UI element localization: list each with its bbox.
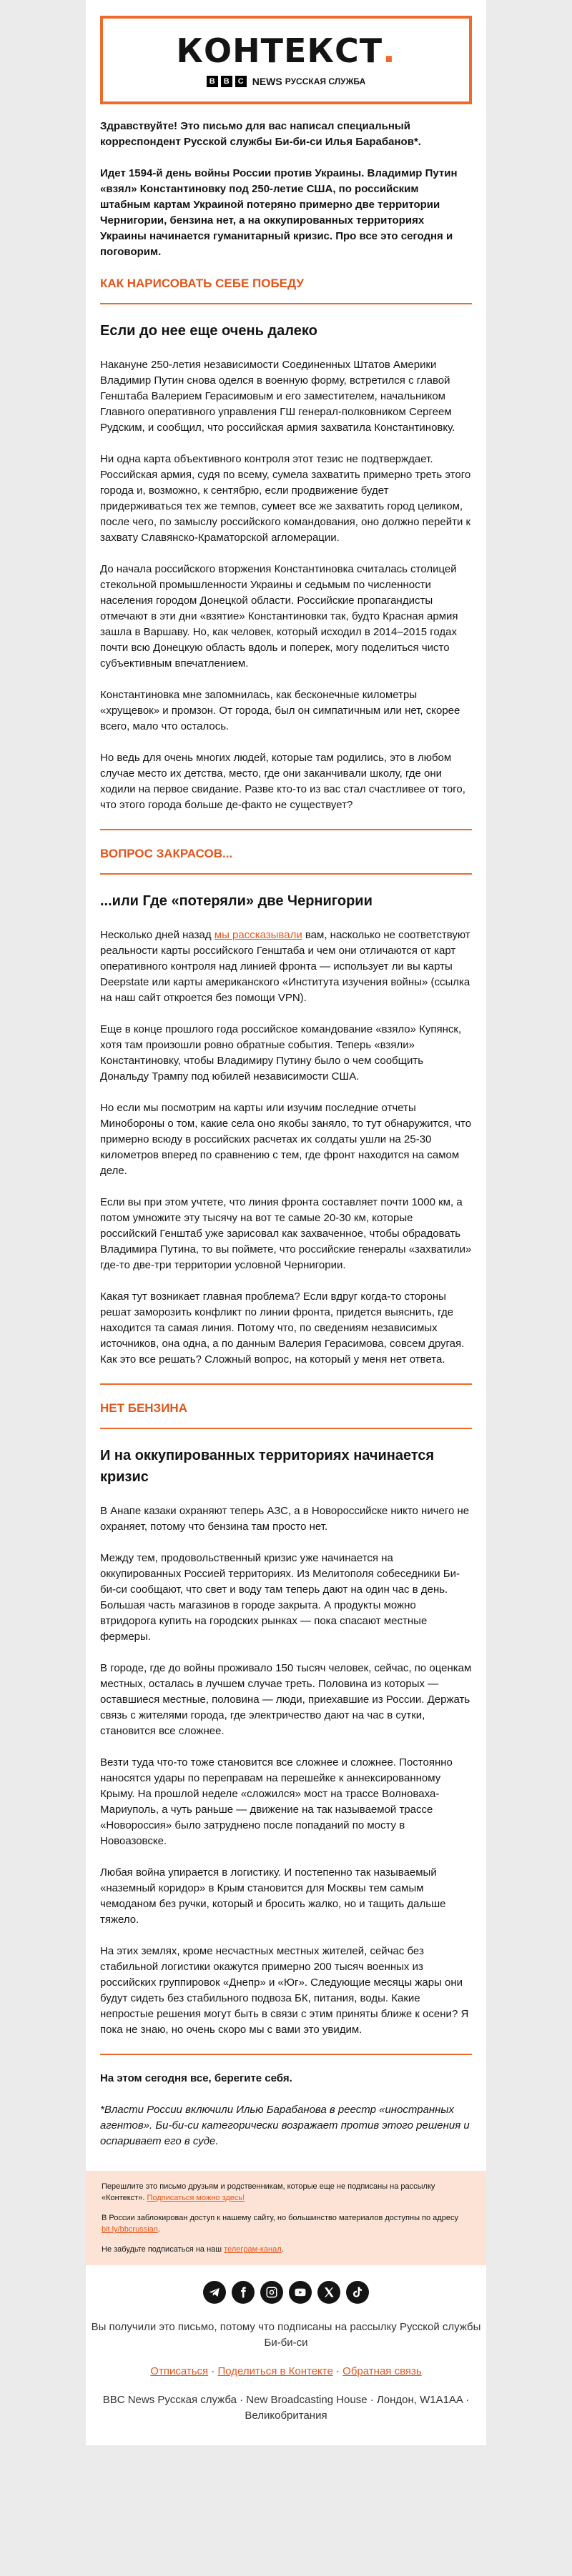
promo-mirror-text: В России заблокирован доступ к нашему сайту, но большинство материалов доступны по адресу bbox=[102, 2214, 458, 2222]
section3-paragraph-6: На этих землях, кроме несчастных местных жителей, сейчас без стабильной логистики окажутся примерно 200 тысяч военных из российских группировок «Днепр» и «Юг». Следующие месяцы жары они будут сидеть без стабильного подвоза БК, питания, воды. Какие непростые решения могут быть в связи с этим приняты ближе к осени? Я пока не знаю, но очень скоро мы с вами это увидим. bbox=[100, 1945, 469, 2036]
section-divider bbox=[100, 829, 472, 830]
instagram-icon[interactable] bbox=[260, 2281, 283, 2304]
mirror-site-link[interactable]: bit.ly/bbcrussian bbox=[102, 2225, 158, 2234]
bbc-news-label: NEWS bbox=[252, 76, 282, 87]
footer-link-separator: · bbox=[211, 2365, 218, 2377]
section2-kicker: ВОПРОС ЗАКРАСОВ... bbox=[100, 846, 472, 875]
lead-paragraph: Идет 1594-й день войны России против Украины. Владимир Путин «взял» Константиновку под 250-летие США, по российским штабным картам Украиной потеряно примерно две территории Чернигории, бензина нет, а на оккупированных территориях Украины начинается гуманитарный кризис. Про все это сегодня и поговорим. bbox=[100, 167, 458, 258]
promo-forward-text: Перешлите это письмо друзьям и родственникам, которые еще не подписаны на рассылку «Контекст». bbox=[102, 2182, 435, 2202]
section3-paragraph-2: Между тем, продовольственный кризис уже начинается на оккупированных Россией территориях. Из Мелитополя собеседники Би-би-си сообщают, что свет и воду там теперь дают на один час в день. Большая часть магазинов в городе закрыта. А продукты можно втридорога купить на городских рынках — пока спасают местные фермеры. bbox=[100, 1552, 460, 1643]
section1-title: Если до нее еще очень далеко bbox=[100, 323, 317, 339]
greeting: Здравствуйте! Это письмо для вас написал специальный корреспондент Русской службы Би-би-си Илья Барабанов*. bbox=[100, 120, 421, 148]
section-divider bbox=[100, 1383, 472, 1385]
promo-mirror-end: . bbox=[157, 2225, 160, 2234]
promo-telegram-text: Не забудьте подписаться на наш bbox=[102, 2245, 225, 2254]
telegram-icon[interactable] bbox=[203, 2281, 226, 2304]
share-link[interactable]: Поделиться в Контекте bbox=[217, 2365, 333, 2377]
promo-telegram-end: . bbox=[281, 2245, 284, 2254]
section2-title: ...или Где «потеряли» две Чернигории bbox=[100, 893, 373, 909]
told-you-link[interactable]: мы рассказывали bbox=[214, 929, 302, 941]
section1-paragraph-1: Накануне 250-летия независимости Соединенных Штатов Америки Владимир Путин снова оделся в военную форму, встретился с главой Генштаба Валерием Герасимовым и его заместителем, начальником Главного оперативного управления ГШ генерал-полковником Сергеем Рудским, и сообщил, что российская армия захватила Константиновку. bbox=[100, 359, 455, 434]
subscribe-link[interactable]: Подписаться можно здесь! bbox=[147, 2194, 245, 2202]
section3-paragraph-1: В Анапе казаки охраняют теперь АЗС, а в Новороссийске никто ничего не охраняет, потому что бензина там просто нет. bbox=[100, 1505, 470, 1533]
section2-paragraph-4: Если вы при этом учтете, что линия фронта составляет почти 1000 км, а потом умножите эту тысячу на вот те самые 20-30 км, которые российский Генштаб уже зарисовал как захваченное, чтобы обрадовать Владимира Путина, то вы поймете, что российские генералы «захватили» где-то две-три территории условной Чернигории. bbox=[100, 1196, 472, 1271]
telegram-channel-link[interactable]: телеграм-канал bbox=[224, 2245, 282, 2254]
section2-paragraph-3: Но если мы посмотрим на карты или изучим последние отчеты Минобороны о том, какие села оно якобы заняло, то тут обнаружится, что примерно всюду в российских расчетах их солдаты ушли на 25-30 километров вперед по сравнению с тем, где фронт находится на самом деле. bbox=[100, 1102, 472, 1177]
section2-p1-before: Несколько дней назад bbox=[100, 929, 214, 941]
section2-p1-after: вам, насколько не соответствуют реальности карты российского Генштаба и чем они отличаются от карт оперативного контроля над линией фронта — использует ли вы карты Deepstate или карты американского «Института изучения войны» (ссылка на наш сайт откроется без помощи VPN). bbox=[100, 929, 470, 1004]
email-page bbox=[86, 0, 486, 2445]
feedback-link[interactable]: Обратная связь bbox=[342, 2365, 422, 2377]
x-icon[interactable] bbox=[317, 2281, 340, 2304]
section1-kicker: КАК НАРИСОВАТЬ СЕБЕ ПОБЕДУ bbox=[100, 276, 472, 304]
section2-paragraph-2: Еще в конце прошлого года российское командование «взяло» Купянск, хотя там произошли ровно обратные события. Теперь «взяли» Константиновку, чтобы Владимиру Путину было о чем сообщить Дональду Трампу под юбилей независимости США. bbox=[100, 1023, 462, 1083]
social-links bbox=[86, 2281, 486, 2304]
logo-dot: . bbox=[383, 31, 396, 70]
section-divider bbox=[100, 2054, 472, 2055]
logo-word: КОНТЕКСТ bbox=[176, 31, 383, 70]
section1-paragraph-3: До начала российского вторжения Константиновка считалась столицей стекольной промышленности Украины и седьмым по численности населения городом Донецкой области. Российские пропагандисты отмечают в эти дни «взятие» Константиновки так, будто Красная армия зашла в Варшаву. Но, как человек, который исходил в 2014–2015 годах почти всю Донецкую область вдоль и поперек, могу поделиться чисто субъективным впечатлением. bbox=[100, 563, 458, 670]
bbc-letter-c: C bbox=[235, 76, 247, 87]
section3-paragraph-5: Любая война упирается в логистику. И постепенно так называемый «наземный коридор» в Крым становится для Москвы тем самым чемоданом без ручки, который и бросить жалко, но и тащить дальше тяжело. bbox=[100, 1866, 446, 1926]
promo-forward bbox=[102, 2181, 470, 2204]
youtube-icon[interactable] bbox=[289, 2281, 312, 2304]
tiktok-icon[interactable] bbox=[346, 2281, 369, 2304]
section3-paragraph-4: Везти туда что-то тоже становится все сложнее и сложнее. Постоянно наносятся удары по переправам на перешейке к аннексированному Крыму. На прошлой неделе «сложился» мост на трассе Волноваха-Мариуполь, а чуть раньше — движение на так называемой трассе «Новороссия» было затруднено после попаданий по мосту в Новоазовске. bbox=[100, 1756, 453, 1847]
closing-line: На этом сегодня все, берегите себя. bbox=[100, 2072, 292, 2084]
section3-title: И на оккупированных территориях начинается кризис bbox=[100, 1448, 435, 1485]
footer-link-separator: · bbox=[336, 2365, 343, 2377]
section2-paragraph-5: Какая тут возникает главная проблема? Если вдруг когда-то стороны решат заморозить конфликт по линии фронта, придется выяснить, где находится та самая линия. Потому что, по сведениям независимых источников, она одна, а по данным Валерия Герасимова, совсем другая. Как это все решать? Сложный вопрос, на который у меня нет ответа. bbox=[100, 1291, 465, 1366]
section1-paragraph-4: Константиновка мне запомнилась, как бесконечные километры «хрущевок» и промзон. От города, был он симпатичным или нет, скорее всего, мало что осталось. bbox=[100, 689, 460, 732]
footer-address: BBC News Русская служба · New Broadcasting House · Лондон, W1A1AA · Великобритания bbox=[102, 2394, 470, 2422]
section2-paragraph-1 bbox=[100, 928, 472, 1006]
section1-paragraph-2: Ни одна карта объективного контроля этот тезис не подтверждает. Российская армия, судя по всему, сумела захватить примерно треть этого города и, возможно, к сентябрю, если продвижение будет придерживаться тех же темпов, сумеет все же захватить город целиком, после чего, по замыслу российского командования, оно должно перейти к захвату Славянско-Краматорской агломерации. bbox=[100, 453, 471, 544]
kontekst-logo bbox=[103, 31, 469, 70]
section1-paragraph-5: Но ведь для очень многих людей, которые там родились, это в любом случае место их детства, место, где они заканчивали школу, где они ходили на первое свидание. Разве кто-то из вас стал счастливее от того, что этого города больше де-факто не существует? bbox=[100, 752, 465, 811]
subscription-notice: Вы получили это письмо, потому что подписаны на рассылку Русской службы Би-би-си bbox=[91, 2321, 481, 2349]
promo-telegram bbox=[102, 2244, 470, 2255]
bbc-letter-b1: B bbox=[207, 76, 218, 87]
foreign-agent-footnote: *Власти России включили Илью Барабанова в реестр «иностранных агентов». Би-би-си категорически возражает против этого решения и оспаривает его в суде. bbox=[100, 2104, 470, 2147]
bbc-news-russian-logo bbox=[103, 76, 469, 87]
footer-links bbox=[86, 2364, 486, 2379]
promo-box bbox=[86, 2171, 486, 2265]
unsubscribe-link[interactable]: Отписаться bbox=[150, 2365, 209, 2377]
promo-mirror bbox=[102, 2212, 470, 2235]
bbc-service-label: РУССКАЯ СЛУЖБА bbox=[285, 76, 366, 86]
email-footer bbox=[86, 2319, 486, 2424]
bbc-letter-b2: B bbox=[221, 76, 232, 87]
facebook-icon[interactable] bbox=[232, 2281, 255, 2304]
newsletter-header bbox=[100, 16, 472, 104]
newsletter-body bbox=[86, 119, 486, 2149]
section3-paragraph-3: В городе, где до войны проживало 150 тысяч человек, сейчас, по оценкам местных, осталась в лучшем случае треть. Половина из которых — оставшиеся местные, половина — люди, приехавшие из России. Держать связь с жителями города, где электричество дают на час в сутки, становится все сложнее. bbox=[100, 1662, 472, 1737]
section3-kicker: НЕТ БЕНЗИНА bbox=[100, 1401, 472, 1429]
